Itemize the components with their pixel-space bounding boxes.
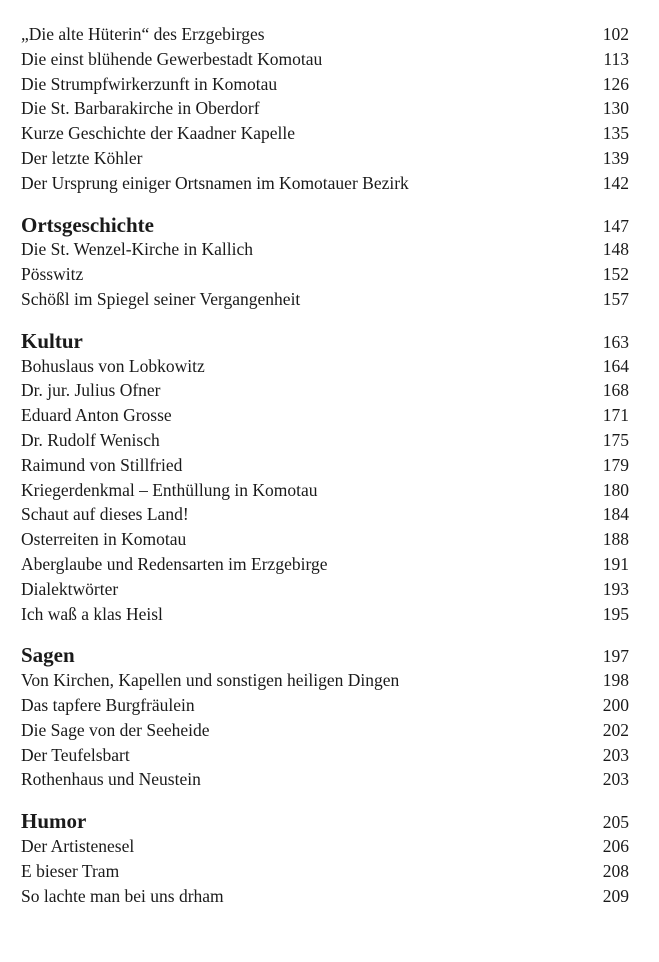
page-number: 179	[602, 454, 629, 475]
page-number: 195	[602, 603, 629, 624]
toc-entry[interactable]	[21, 96, 629, 121]
page-number: 130	[602, 98, 629, 119]
page-number: 126	[602, 73, 629, 94]
page-number: 171	[602, 405, 629, 426]
entry-title: Der Artistenesel	[21, 835, 135, 856]
entry-title: Pösswitz	[21, 264, 84, 285]
section-heading[interactable]	[21, 809, 629, 834]
entry-title: Bohuslaus von Lobkowitz	[21, 355, 205, 376]
page-number: 188	[602, 529, 629, 550]
toc-entry[interactable]	[21, 453, 629, 478]
intro-entries	[21, 22, 629, 196]
section-title: Humor	[21, 809, 87, 834]
toc-entry[interactable]	[21, 22, 629, 47]
entry-title: Die St. Barbarakirche in Oberdorf	[21, 98, 260, 119]
entry-title: Der letzte Köhler	[21, 147, 143, 168]
toc-entry[interactable]	[21, 718, 629, 743]
toc-entry[interactable]	[21, 428, 629, 453]
section-sagen	[21, 643, 629, 792]
entry-title: Schößl im Spiegel seiner Vergangenheit	[21, 288, 301, 309]
toc-entry[interactable]	[21, 668, 629, 693]
entry-title: Schaut auf dieses Land!	[21, 504, 189, 525]
entry-title: Dialektwörter	[21, 578, 119, 599]
page-number: 193	[602, 578, 629, 599]
entry-title: Das tapfere Burgfräulein	[21, 694, 195, 715]
page-number: 147	[602, 215, 629, 236]
page-number: 113	[603, 48, 629, 69]
page-number: 152	[602, 264, 629, 285]
page-number: 184	[602, 504, 629, 525]
section-ortsgeschichte	[21, 213, 629, 312]
toc-entry[interactable]	[21, 171, 629, 196]
page-number: 197	[602, 646, 629, 667]
entry-title: Von Kirchen, Kapellen und sonstigen heiligen Dingen	[21, 670, 400, 691]
toc-entry[interactable]	[21, 146, 629, 171]
page-number: 203	[602, 744, 629, 765]
toc-entry[interactable]	[21, 693, 629, 718]
entry-title: Raimund von Stillfried	[21, 454, 183, 475]
toc-entry[interactable]	[21, 403, 629, 428]
entry-title: Rothenhaus und Neustein	[21, 769, 201, 790]
toc-entry[interactable]	[21, 121, 629, 146]
toc-entry[interactable]	[21, 354, 629, 379]
page-number: 206	[602, 835, 629, 856]
toc-entry[interactable]	[21, 287, 629, 312]
entry-title: So lachte man bei uns drham	[21, 885, 224, 906]
page-number: 163	[602, 331, 629, 352]
entry-title: Der Teufelsbart	[21, 744, 130, 765]
section-humor	[21, 809, 629, 908]
entry-title: Dr. jur. Julius Ofner	[21, 380, 161, 401]
toc-entry[interactable]	[21, 834, 629, 859]
section-title: Ortsgeschichte	[21, 212, 154, 237]
section-title: Sagen	[21, 643, 75, 668]
section-heading[interactable]	[21, 213, 629, 238]
toc-entry[interactable]	[21, 552, 629, 577]
entry-title: Die Sage von der Seeheide	[21, 719, 210, 740]
page-number: 135	[602, 123, 629, 144]
page-number: 200	[602, 694, 629, 715]
toc-entry[interactable]	[21, 527, 629, 552]
section-title: Kultur	[21, 328, 83, 353]
toc-entry[interactable]	[21, 743, 629, 768]
entry-title: Ich waß a klas Heisl	[21, 603, 163, 624]
toc-entry[interactable]	[21, 502, 629, 527]
page-number: 203	[602, 769, 629, 790]
entry-title: Die Strumpfwirkerzunft in Komotau	[21, 73, 278, 94]
section-kultur	[21, 329, 629, 627]
entry-title: Die einst blühende Gewerbestadt Komotau	[21, 48, 323, 69]
section-heading[interactable]	[21, 643, 629, 668]
entry-title: Eduard Anton Grosse	[21, 405, 172, 426]
page-number: 180	[602, 479, 629, 500]
page-number: 142	[602, 172, 629, 193]
page-number: 209	[602, 885, 629, 906]
entry-title: E bieser Tram	[21, 860, 120, 881]
entry-title: Aberglaube und Redensarten im Erzgebirge	[21, 553, 328, 574]
toc-entry[interactable]	[21, 577, 629, 602]
toc-entry[interactable]	[21, 478, 629, 503]
toc-entry[interactable]	[21, 47, 629, 72]
page-number: 198	[602, 670, 629, 691]
entry-title: Osterreiten in Komotau	[21, 529, 187, 550]
page-number: 102	[602, 24, 629, 44]
toc-entry[interactable]	[21, 767, 629, 792]
entry-title: Dr. Rudolf Wenisch	[21, 429, 160, 450]
toc-entry[interactable]	[21, 859, 629, 884]
toc-entry[interactable]	[21, 237, 629, 262]
entry-title: Kriegerdenkmal – Enthüllung in Komotau	[21, 479, 318, 500]
page-number: 164	[602, 355, 629, 376]
page-number: 157	[602, 288, 629, 309]
table-of-contents	[21, 22, 629, 908]
toc-entry[interactable]	[21, 378, 629, 403]
section-heading[interactable]	[21, 329, 629, 354]
toc-entry[interactable]	[21, 72, 629, 97]
page-number: 205	[602, 812, 629, 833]
page-number: 168	[602, 380, 629, 401]
toc-entry[interactable]	[21, 602, 629, 627]
page-number: 175	[602, 429, 629, 450]
page-number: 191	[602, 553, 629, 574]
page-number: 202	[602, 719, 629, 740]
toc-entry[interactable]	[21, 884, 629, 909]
page-number: 208	[602, 860, 629, 881]
entry-title: Die St. Wenzel-Kirche in Kallich	[21, 239, 254, 260]
toc-entry[interactable]	[21, 262, 629, 287]
page-number: 148	[602, 239, 629, 260]
page-number: 139	[602, 147, 629, 168]
entry-title: Der Ursprung einiger Ortsnamen im Komotauer Bezirk	[21, 172, 409, 193]
entry-title: Kurze Geschichte der Kaadner Kapelle	[21, 123, 296, 144]
entry-title: „Die alte Hüterin“ des Erzgebirges	[21, 24, 265, 44]
